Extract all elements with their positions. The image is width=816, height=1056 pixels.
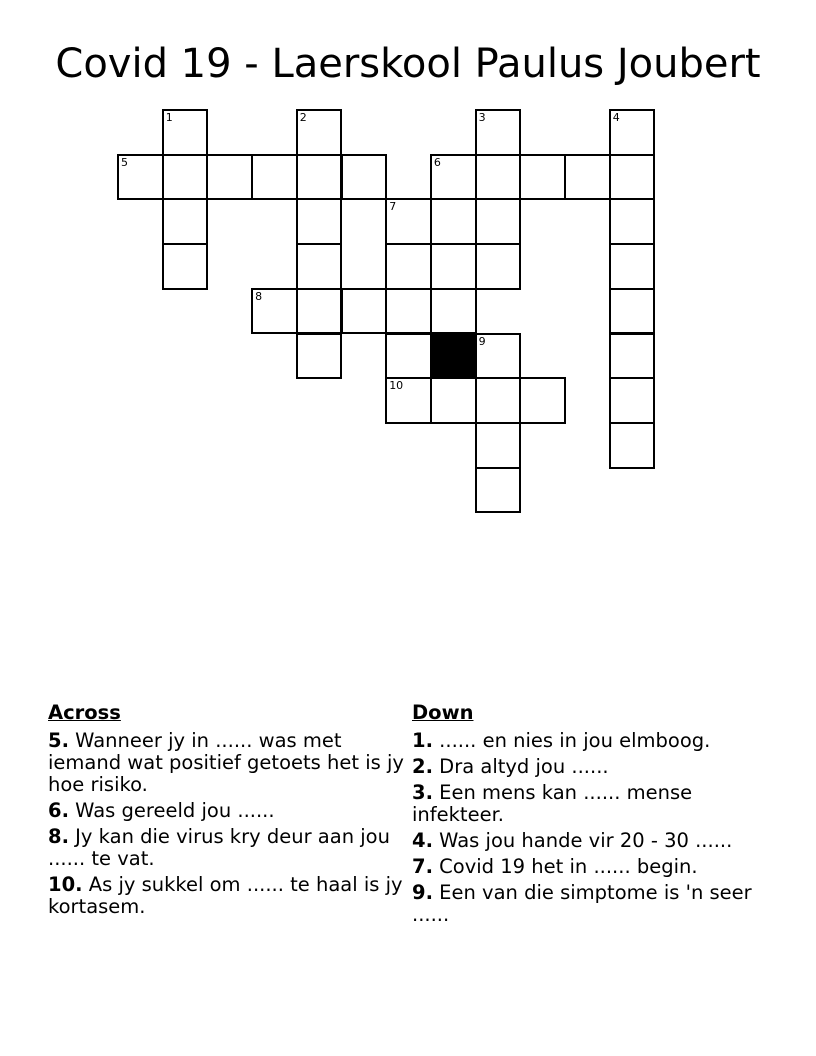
clue-number: 9 <box>478 334 486 348</box>
across-heading: Across <box>48 701 121 724</box>
grid-cell[interactable] <box>609 109 656 156</box>
clue-text: Was gereeld jou ...... <box>68 799 275 822</box>
grid-cell[interactable] <box>609 422 656 469</box>
down-clue <box>412 830 762 852</box>
down-clue <box>412 882 762 926</box>
grid-cell[interactable] <box>251 154 298 201</box>
clue-number: 10 <box>389 379 404 393</box>
grid-cell[interactable] <box>430 154 477 201</box>
clue-number: 6 <box>433 155 441 169</box>
grid-cell[interactable] <box>162 198 209 245</box>
grid-cell[interactable] <box>341 154 388 201</box>
grid-cell[interactable] <box>519 154 566 201</box>
grid-cell[interactable] <box>296 109 343 156</box>
clue-number: 2 <box>299 111 307 124</box>
grid-cell[interactable] <box>385 377 432 424</box>
down-clue <box>412 782 762 826</box>
grid-cell[interactable] <box>430 377 477 424</box>
clue-number: 4 <box>612 111 620 124</box>
grid-cell[interactable] <box>385 243 432 290</box>
across-clue <box>48 826 406 870</box>
grid-cell[interactable] <box>475 109 522 156</box>
clue-number: 3 <box>478 111 486 124</box>
clue-number-label: 5. <box>48 729 69 752</box>
clue-number-label: 6. <box>48 799 69 822</box>
across-clues <box>48 702 406 922</box>
grid-cell[interactable] <box>296 333 343 380</box>
clue-number-label: 4. <box>412 829 433 852</box>
grid-cell[interactable] <box>475 333 522 380</box>
clue-number-label: 7. <box>412 855 433 878</box>
clue-number: 5 <box>121 155 128 169</box>
grid-cell[interactable] <box>609 198 656 245</box>
clue-number-label: 1. <box>412 729 433 752</box>
clue-number-label: 8. <box>48 825 69 848</box>
grid-cell[interactable] <box>385 288 432 335</box>
grid-cell[interactable] <box>341 288 388 335</box>
grid-cell[interactable] <box>296 288 343 335</box>
grid-cell[interactable] <box>475 243 522 290</box>
grid-cell[interactable] <box>117 154 164 201</box>
clue-number-label: 3. <box>412 781 433 804</box>
clue-text: Een mens kan ...... mense infekteer. <box>412 781 693 826</box>
grid-cell[interactable] <box>162 109 209 156</box>
grid-cell[interactable] <box>251 288 298 335</box>
clue-text: Was jou hande vir 20 - 30 ...... <box>432 829 733 852</box>
grid-cell[interactable] <box>385 198 432 245</box>
across-clue <box>48 874 406 918</box>
grid-cell[interactable] <box>564 154 611 201</box>
grid-cell[interactable] <box>609 154 656 201</box>
clue-text: As jy sukkel om ...... te haal is jy kortasem. <box>48 873 403 918</box>
grid-cell[interactable] <box>296 243 343 290</box>
grid-cell[interactable] <box>475 422 522 469</box>
clue-number: 8 <box>255 289 263 303</box>
clue-text: Wanneer jy in ...... was met iemand wat positief getoets het is jy hoe risiko. <box>48 729 404 796</box>
clue-number: 1 <box>165 111 173 124</box>
across-clue <box>48 730 406 796</box>
black-square <box>430 333 477 380</box>
grid-cell[interactable] <box>385 333 432 380</box>
grid-cell[interactable] <box>475 154 522 201</box>
down-clues <box>412 702 762 930</box>
clue-text: Een van die simptome is 'n seer ...... <box>412 881 752 926</box>
clue-number: 7 <box>389 200 397 214</box>
grid-cell[interactable] <box>162 154 209 201</box>
across-clue <box>48 800 406 822</box>
grid-cell[interactable] <box>475 467 522 514</box>
grid-cell[interactable] <box>475 198 522 245</box>
grid-cell[interactable] <box>519 377 566 424</box>
down-clue <box>412 756 762 778</box>
clue-text: Dra altyd jou ...... <box>432 755 609 778</box>
down-heading: Down <box>412 701 474 724</box>
grid-cell[interactable] <box>162 243 209 290</box>
grid-cell[interactable] <box>430 198 477 245</box>
clue-text: Jy kan die virus kry deur aan jou ...... te vat. <box>48 825 390 870</box>
grid-cell[interactable] <box>609 243 656 290</box>
clue-number-label: 2. <box>412 755 433 778</box>
clue-number-label: 10. <box>48 873 83 896</box>
down-clue <box>412 856 762 878</box>
grid-cell[interactable] <box>609 288 656 335</box>
grid-cell[interactable] <box>206 154 253 201</box>
grid-cell[interactable] <box>296 154 343 201</box>
grid-cell[interactable] <box>609 333 656 380</box>
down-clue <box>412 730 762 752</box>
puzzle-title: Covid 19 - Laerskool Paulus Joubert <box>55 41 761 87</box>
clue-text: ...... en nies in jou elmboog. <box>432 729 711 752</box>
grid-cell[interactable] <box>475 377 522 424</box>
grid-cell[interactable] <box>430 288 477 335</box>
clue-text: Covid 19 het in ...... begin. <box>432 855 698 878</box>
clue-number-label: 9. <box>412 881 433 904</box>
grid-cell[interactable] <box>609 377 656 424</box>
grid-cell[interactable] <box>430 243 477 290</box>
grid-cell[interactable] <box>296 198 343 245</box>
